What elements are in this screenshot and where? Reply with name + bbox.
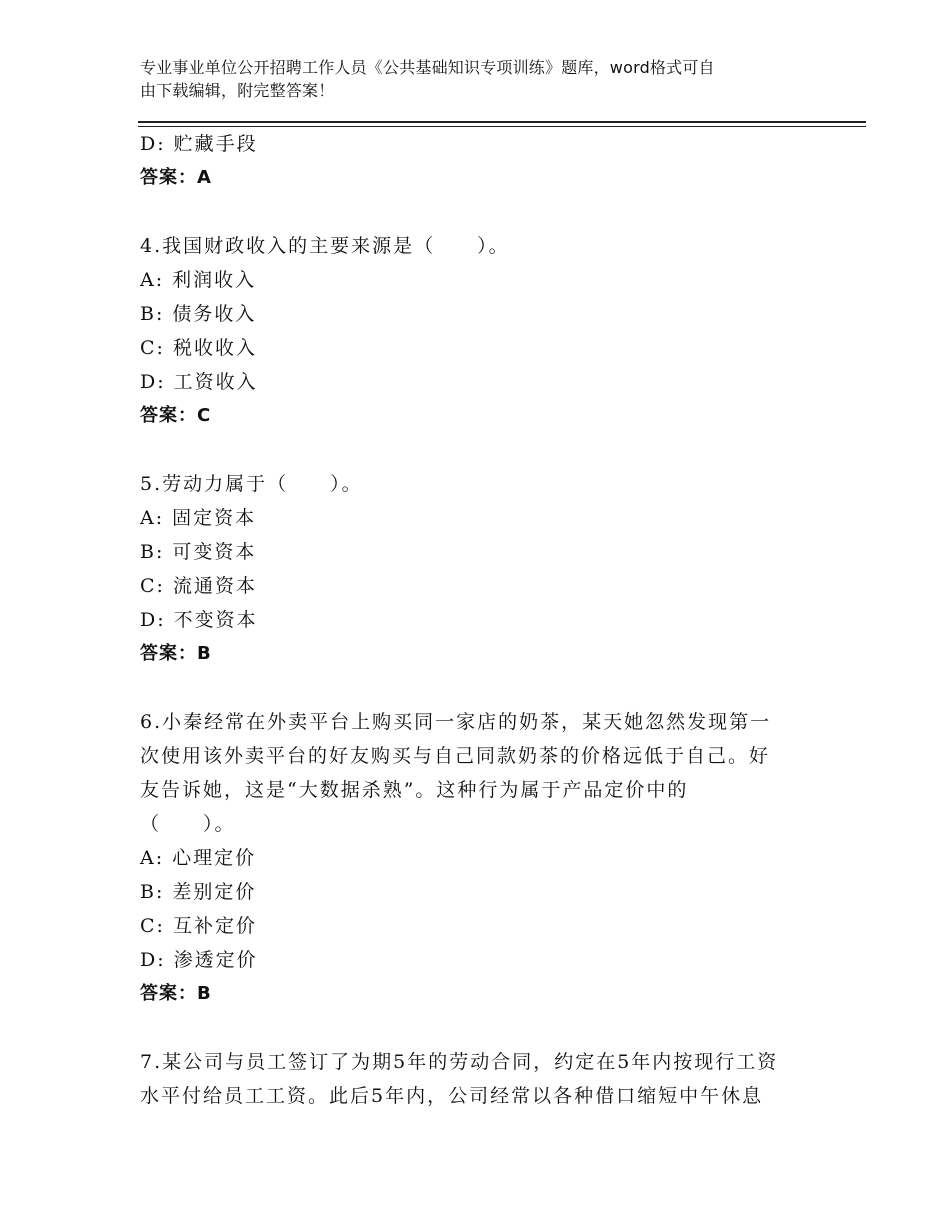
- option-a: A: 心理定价: [140, 847, 257, 869]
- question-7: [140, 1045, 830, 1113]
- option-d: D: 不变资本: [140, 609, 258, 631]
- answer-label: 答案：A: [140, 167, 212, 188]
- option-a: A: 利润收入: [140, 269, 257, 291]
- page-header: [140, 56, 820, 102]
- answer-label: 答案：C: [140, 405, 212, 426]
- stem-line: 次使用该外卖平台的好友购买与自己同款奶茶的价格远低于自己。好: [140, 745, 771, 767]
- stem-line: （ ）。: [140, 813, 236, 835]
- stem-line: 7.某公司与员工签订了为期5年的劳动合同，约定在5年内按现行工资: [140, 1051, 779, 1073]
- option-d: D: 贮藏手段: [140, 133, 258, 155]
- question-stem: [140, 705, 810, 841]
- header-line-2: 由下载编辑，附完整答案！: [140, 81, 335, 100]
- question-stem: 5.劳动力属于（ ）。: [140, 473, 363, 495]
- option-c: C: 互补定价: [140, 915, 257, 937]
- stem-line: 友告诉她，这是“大数据杀熟”。这种行为属于产品定价中的: [140, 779, 689, 801]
- option-d: D: 工资收入: [140, 371, 258, 393]
- answer-label: 答案：B: [140, 983, 212, 1004]
- option-d: D: 渗透定价: [140, 949, 258, 971]
- option-b: B: 差别定价: [140, 881, 257, 903]
- question-stem: 4.我国财政收入的主要来源是（ ）。: [140, 235, 510, 257]
- option-c: C: 税收收入: [140, 337, 257, 359]
- question-5: [140, 467, 830, 671]
- option-b: B: 可变资本: [140, 541, 257, 563]
- stem-line: 水平付给员工工资。此后5年内，公司经常以各种借口缩短中午休息: [140, 1085, 764, 1107]
- question-list: [140, 127, 830, 1113]
- stem-line: 6.小秦经常在外卖平台上购买同一家店的奶茶，某天她忽然发现第一: [140, 711, 772, 733]
- question-stem: [140, 1045, 810, 1113]
- option-b: B: 债务收入: [140, 303, 257, 325]
- answer-label: 答案：B: [140, 643, 212, 664]
- header-line-1: 专业事业单位公开招聘工作人员《公共基础知识专项训练》题库，word格式可自: [140, 58, 715, 77]
- question-4: [140, 229, 830, 433]
- question-6: [140, 705, 830, 1011]
- option-a: A: 固定资本: [140, 507, 257, 529]
- option-c: C: 流通资本: [140, 575, 257, 597]
